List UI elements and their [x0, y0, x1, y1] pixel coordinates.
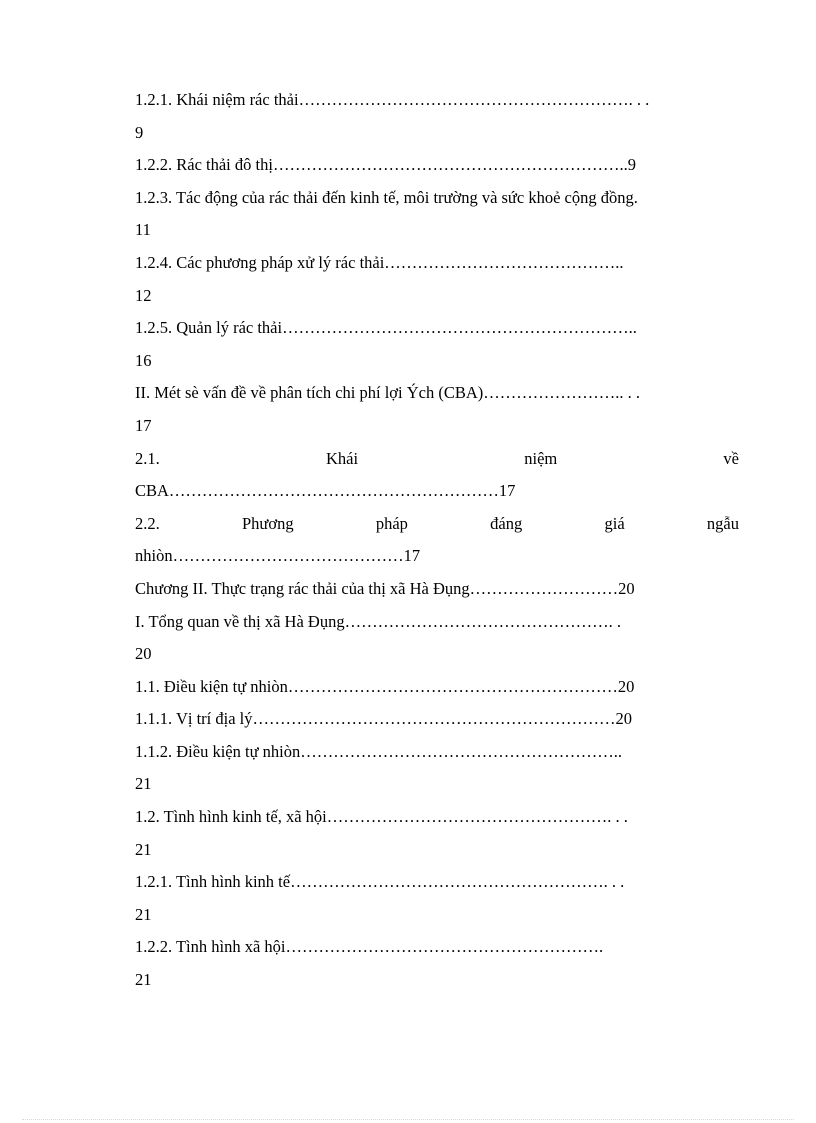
- toc-line: 1.2.5. Quản lý rác thải………………………………………………………..: [135, 318, 637, 338]
- toc-line: 1.2.3. Tác động của rác thải đến kinh tế, môi trường và sức khoẻ cộng đồng.: [135, 187, 638, 207]
- toc-line-justified: 2.1. Khái niệm về: [135, 448, 739, 468]
- toc-line: II. Mét sè vấn đề về phân tích chi phí lợi Ých (CBA)…………………….. . .: [135, 383, 641, 403]
- toc-page-number: 21: [135, 904, 152, 924]
- toc-line: 1.2.2. Rác thải đô thị………………………………………………………..9: [135, 155, 636, 175]
- toc-page-number: 11: [135, 220, 151, 240]
- toc-line: 1.2.2. Tình hình xã hội………………………………………………….: [135, 937, 604, 957]
- toc-page-number: 12: [135, 285, 152, 305]
- toc-line: 1.1. Điều kiện tự nhiòn……………………………………………………20: [135, 676, 635, 696]
- toc-line: nhiòn……………………………………17: [135, 546, 421, 566]
- toc-line: CBA……………………………………………………17: [135, 481, 516, 501]
- toc-line: 1.2.1. Tình hình kinh tế…………………………………………………. . .: [135, 872, 625, 892]
- toc-line: 1.2. Tình hình kinh tế, xã hội……………………………………………. . .: [135, 807, 628, 827]
- toc-line: 1.2.1. Khái niệm rác thải……………………………………………………. . .: [135, 90, 650, 109]
- toc-page-number: 21: [135, 774, 152, 794]
- toc-line: 1.2.4. Các phương pháp xử lý rác thải……………………………………..: [135, 252, 624, 272]
- toc-line-justified: 2.2. Phương pháp đáng giá ngẫu: [135, 513, 739, 533]
- page-bottom-divider: [22, 1119, 794, 1120]
- toc-line: I. Tổng quan về thị xã Hà Đụng…………………………………………. .: [135, 611, 621, 631]
- toc-page-number: 17: [135, 415, 152, 435]
- toc-page-number: 20: [135, 644, 152, 664]
- toc-page-number: 21: [135, 970, 152, 990]
- toc-line: 1.1.2. Điều kiện tự nhiòn…………………………………………………..: [135, 741, 622, 761]
- toc-page-number: 16: [135, 350, 152, 370]
- toc-page-number: 9: [135, 122, 144, 142]
- toc-line: 1.1.1. Vị trí địa lý…………………………………………………………20: [135, 709, 632, 729]
- table-of-contents: [135, 84, 739, 997]
- toc-page-number: 21: [135, 839, 152, 859]
- toc-line: Chương II. Thực trạng rác thải của thị xã Hà Đụng………………………20: [135, 578, 635, 598]
